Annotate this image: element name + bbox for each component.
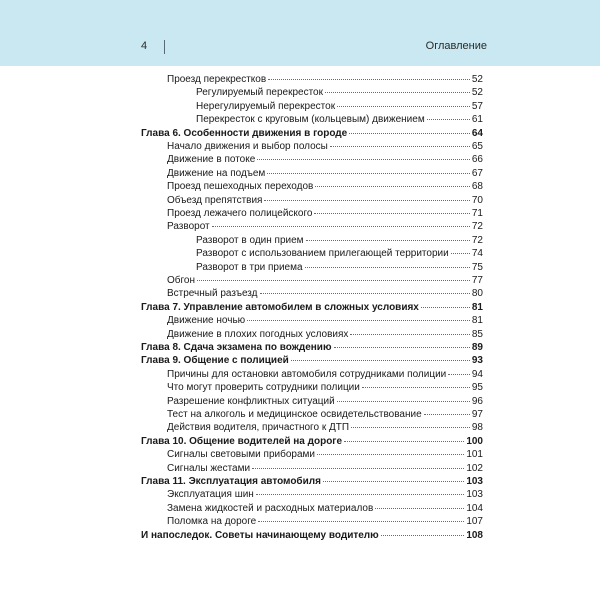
toc-page-number: 70 <box>471 194 483 206</box>
toc-entry-label: Разворот в один прием <box>196 234 304 246</box>
toc-page-number: 61 <box>471 114 483 126</box>
toc-page-number: 97 <box>471 409 483 420</box>
toc-page-number: 108 <box>466 529 483 541</box>
toc-entry-label: Глава 6. Особенности движения в городе <box>141 127 348 139</box>
dot-leader <box>424 414 470 415</box>
toc-entry-label: Сигналы световыми приборами <box>167 449 315 461</box>
dot-leader <box>314 213 469 214</box>
toc-entry-label: Глава 11. Эксплуатация автомобиля <box>141 476 321 487</box>
toc-entry-row <box>196 100 483 114</box>
dot-leader <box>337 106 470 107</box>
toc-page-number: 107 <box>466 516 483 528</box>
dot-leader <box>264 200 469 201</box>
dot-leader <box>247 320 470 321</box>
toc-page-number: 67 <box>471 167 483 179</box>
toc-entry-row <box>167 314 483 328</box>
toc-entry-label: Разворот <box>167 221 210 233</box>
toc-page-number: 52 <box>471 74 483 85</box>
toc-entry-label: Глава 9. Общение с полицией <box>141 355 289 367</box>
toc-page-number: 52 <box>471 87 483 99</box>
toc-page-number: 100 <box>466 435 483 447</box>
toc-entry-row <box>196 113 483 127</box>
toc-entry-label: Действия водителя, причастного к ДТП <box>167 422 350 434</box>
toc-entry-row <box>167 153 483 167</box>
toc-entry-label: Глава 7. Управление автомобилем в сложных условиях <box>141 301 419 313</box>
toc-entry-row <box>167 287 483 301</box>
toc-page-number: 57 <box>471 100 483 112</box>
toc-entry-label: Что могут проверить сотрудники полиции <box>167 382 360 394</box>
toc-entry-label: Регулируемый перекресток <box>196 87 323 99</box>
dot-leader <box>258 521 464 522</box>
dot-leader <box>212 226 470 227</box>
toc-entry-row <box>167 220 483 234</box>
toc-page-number: 103 <box>466 489 483 501</box>
dot-leader <box>427 119 470 120</box>
toc-entry-label: Эксплуатация шин <box>167 489 254 501</box>
toc-entry-label: Разворот в три приема <box>196 261 303 273</box>
toc-entry-row <box>167 408 483 422</box>
toc-page-number: 103 <box>466 476 483 487</box>
toc-entry-label: Объезд препятствия <box>167 194 263 206</box>
toc-page-number: 66 <box>471 154 483 166</box>
toc-entry-label: Обгон <box>167 275 196 286</box>
toc-page-number: 95 <box>471 382 483 394</box>
dot-leader <box>375 508 464 509</box>
dot-leader <box>317 454 464 455</box>
toc-entry-row <box>167 381 483 395</box>
dot-leader <box>325 92 470 93</box>
toc-entry-row <box>196 234 483 248</box>
dot-leader <box>448 374 470 375</box>
toc-page-number: 68 <box>471 181 483 193</box>
toc-entry-row <box>196 247 483 261</box>
toc-entry-label: Причины для остановки автомобиля сотрудниками полиции <box>167 368 447 380</box>
toc-entry-row <box>167 328 483 342</box>
toc-entry-label: Глава 10. Общение водителей на дороге <box>141 435 343 447</box>
toc-page-number: 81 <box>471 301 483 313</box>
toc-page-number: 75 <box>471 261 483 273</box>
dot-leader <box>256 494 464 495</box>
toc-page-number: 74 <box>471 248 483 260</box>
toc-entry-label: Начало движения и выбор полосы <box>167 141 328 152</box>
toc-entry-row <box>167 140 483 154</box>
toc-chapter-row <box>141 529 483 543</box>
toc-page-number: 77 <box>471 275 483 286</box>
page-number: 4 <box>141 40 148 52</box>
dot-leader <box>362 387 470 388</box>
dot-leader <box>451 253 470 254</box>
toc-entry-row <box>167 502 483 516</box>
toc-chapter-row <box>141 435 483 449</box>
toc-chapter-row <box>141 341 483 355</box>
toc-page-number: 71 <box>471 208 483 219</box>
toc-entry-label: Движение на подъем <box>167 167 266 179</box>
toc-entry-label: Сигналы жестами <box>167 462 251 474</box>
toc-page-number: 85 <box>471 328 483 340</box>
toc-entry-row <box>196 86 483 100</box>
toc-entry-row <box>167 194 483 208</box>
toc-entry-label: Проезд лежачего полицейского <box>167 208 313 219</box>
toc-entry-row <box>167 448 483 462</box>
dot-leader <box>252 468 464 469</box>
dot-leader <box>349 133 470 134</box>
toc-entry-label: Проезд пешеходных переходов <box>167 181 314 193</box>
toc-entry-label: Разрешение конфликтных ситуаций <box>167 395 335 407</box>
toc-entry-label: Нерегулируемый перекресток <box>196 100 336 112</box>
toc-chapter-row <box>141 301 483 315</box>
dot-leader <box>421 307 470 308</box>
toc-entry-row <box>167 395 483 409</box>
section-title: Оглавление <box>425 40 487 52</box>
toc-entry-row <box>167 207 483 221</box>
header-band <box>0 0 600 66</box>
toc-entry-label: Встречный разъезд <box>167 288 258 300</box>
dot-leader <box>323 481 464 482</box>
toc-page-number: 101 <box>466 449 483 461</box>
dot-leader <box>267 173 470 174</box>
toc-page-number: 98 <box>471 422 483 434</box>
toc-entry-label: Движение в потоке <box>167 154 256 166</box>
toc-entry-label: Поломка на дороге <box>167 516 257 528</box>
dot-leader <box>351 427 470 428</box>
toc-page-number: 102 <box>466 462 483 474</box>
dot-leader <box>306 240 470 241</box>
toc-page-number: 104 <box>466 502 483 514</box>
toc-entry-row <box>167 73 483 87</box>
toc-page-number: 80 <box>471 288 483 300</box>
dot-leader <box>257 159 470 160</box>
dot-leader <box>330 146 470 147</box>
toc-page-number: 81 <box>471 315 483 327</box>
toc-entry-label: И напоследок. Советы начинающему водителю <box>141 529 379 541</box>
header-divider <box>164 40 165 54</box>
toc-page-number: 72 <box>471 221 483 233</box>
toc-entry-label: Тест на алкоголь и медицинское освидетельствование <box>167 409 422 420</box>
toc-entry-label: Глава 8. Сдача экзамена по вождению <box>141 342 332 353</box>
dot-leader <box>350 334 469 335</box>
toc-entry-row <box>167 274 483 288</box>
toc-page-number: 96 <box>471 395 483 407</box>
dot-leader <box>381 535 465 536</box>
dot-leader <box>197 280 470 281</box>
toc-entry-row <box>167 515 483 529</box>
dot-leader <box>268 79 470 80</box>
toc-entry-row <box>167 462 483 476</box>
toc-entry-label: Разворот с использованием прилегающей территории <box>196 248 449 260</box>
toc-page-number: 64 <box>471 127 483 139</box>
toc-entry-row <box>167 368 483 382</box>
toc-entry-label: Движение в плохих погодных условиях <box>167 328 349 340</box>
dot-leader <box>305 267 470 268</box>
toc-entry-row <box>196 261 483 275</box>
dot-leader <box>291 360 470 361</box>
toc-page-number: 72 <box>471 234 483 246</box>
toc-entry-label: Перекресток с круговым (кольцевым) движением <box>196 114 425 126</box>
dot-leader <box>260 293 470 294</box>
toc-chapter-row <box>141 475 483 489</box>
toc-page-number: 89 <box>471 342 483 353</box>
dot-leader <box>344 441 464 442</box>
toc-entry-row <box>167 180 483 194</box>
dot-leader <box>334 347 470 348</box>
toc-entry-label: Замена жидкостей и расходных материалов <box>167 502 374 514</box>
toc-entry-row <box>167 167 483 181</box>
dot-leader <box>315 186 470 187</box>
toc-chapter-row <box>141 127 483 141</box>
toc-entry-label: Проезд перекрестков <box>167 74 267 85</box>
toc-page-number: 93 <box>471 355 483 367</box>
toc-entry-row <box>167 421 483 435</box>
dot-leader <box>337 401 470 402</box>
toc-chapter-row <box>141 354 483 368</box>
toc-entry-label: Движение ночью <box>167 315 246 327</box>
toc-page-number: 94 <box>471 368 483 380</box>
toc-page-number: 65 <box>471 141 483 152</box>
toc-entry-row <box>167 488 483 502</box>
